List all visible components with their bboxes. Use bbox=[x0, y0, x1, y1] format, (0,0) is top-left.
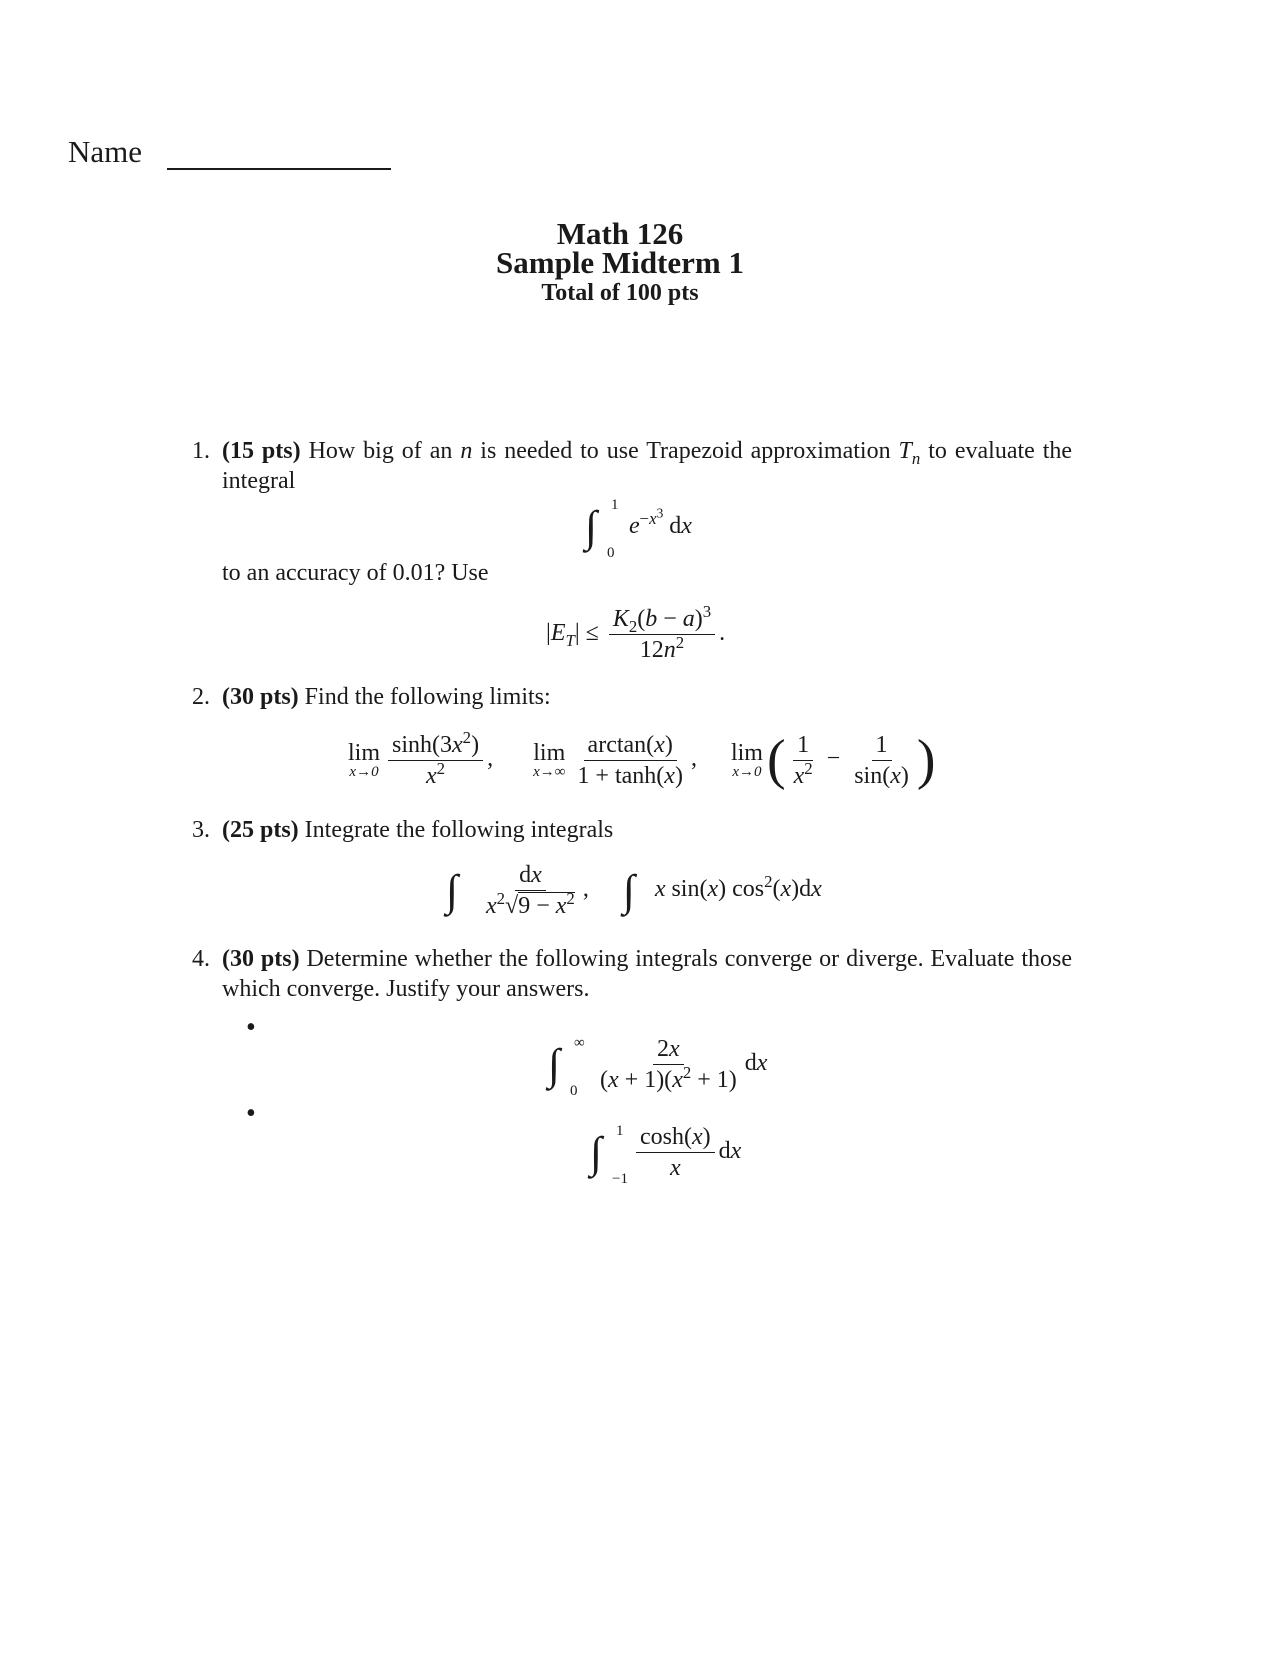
question-number: 2. bbox=[192, 684, 210, 710]
integral-q1: ∫ 1 0 $e^{-x^3}$ dx bbox=[585, 497, 692, 561]
question-text: Find the following limits: bbox=[304, 684, 551, 710]
name-label: Name bbox=[68, 134, 143, 169]
question-text: Determine whether the following integrals converge or diverge. Evaluate those which converge. Justify your answers. bbox=[222, 946, 1072, 1002]
question-2 bbox=[192, 682, 1072, 712]
integral-q4a: ∫ ∞ 0 $\frac{2x}{(x + 1)(x^2 + 1)}$ dx bbox=[548, 1034, 768, 1099]
name-blank-line[interactable] bbox=[167, 168, 391, 170]
integral-sign: ∫ bbox=[622, 865, 635, 915]
question-points: (15 pts) bbox=[222, 438, 301, 464]
integral-q4b: ∫ 1 −1 $\frac{\cosh(x)}{x}$ dx bbox=[590, 1122, 742, 1187]
question-number: 4. bbox=[192, 946, 210, 972]
question-points: (30 pts) bbox=[222, 946, 300, 972]
bullet-2: • bbox=[246, 1098, 256, 1129]
var-t: T bbox=[898, 438, 912, 464]
integrals-row-q3: ∫ $\frac{dx}{x^2√9 - x^2}$ , ∫ x sin(x) $\cos^2(x)dx$ bbox=[446, 862, 822, 919]
question-text: Integrate the following integrals bbox=[304, 817, 614, 843]
integral-sign: ∫ 1 0 bbox=[585, 497, 619, 561]
exam-title: Sample Midterm 1 bbox=[496, 245, 744, 280]
question-4 bbox=[192, 944, 1072, 1004]
question-text: How big of an bbox=[308, 438, 453, 464]
question-1 bbox=[192, 436, 1072, 496]
bullet-1: • bbox=[246, 1012, 256, 1043]
integral-sign: ∫ 1 −1 bbox=[590, 1122, 628, 1187]
question-points: (25 pts) bbox=[222, 817, 299, 843]
question-text: to evaluate the integral bbox=[222, 438, 1073, 494]
question-1-followup: to an accuracy of 0.01? Use bbox=[222, 560, 489, 586]
integral-sign: ∫ bbox=[446, 865, 459, 915]
question-points: (30 pts) bbox=[222, 684, 299, 710]
integral-sign: ∫ ∞ 0 bbox=[548, 1034, 585, 1099]
var-n: n bbox=[460, 438, 473, 464]
question-number: 1. bbox=[192, 438, 210, 464]
total-points: Total of 100 pts bbox=[541, 280, 699, 306]
question-number: 3. bbox=[192, 817, 210, 843]
limits-row: lim x→0 $\frac{\sinh(3x^2)}{x^2}$ , lim x→∞ $\frac{\arctan(x)}{1 + \tanh(x)}$ , lim x→0 ( $\frac{1}{x^2}$ − $\frac{1}{\sin(x)}$ ) bbox=[348, 727, 936, 791]
error-bound-formula: $|E_T|$ ≤ $\frac{K_2(b - a)^3}{12n^2}$ . bbox=[546, 602, 726, 663]
question-text: is needed to use Trapezoid approximation bbox=[480, 438, 891, 464]
course-title: Math 126 bbox=[556, 216, 684, 251]
var-t-subscript: n bbox=[911, 448, 921, 468]
question-3 bbox=[192, 815, 1072, 845]
